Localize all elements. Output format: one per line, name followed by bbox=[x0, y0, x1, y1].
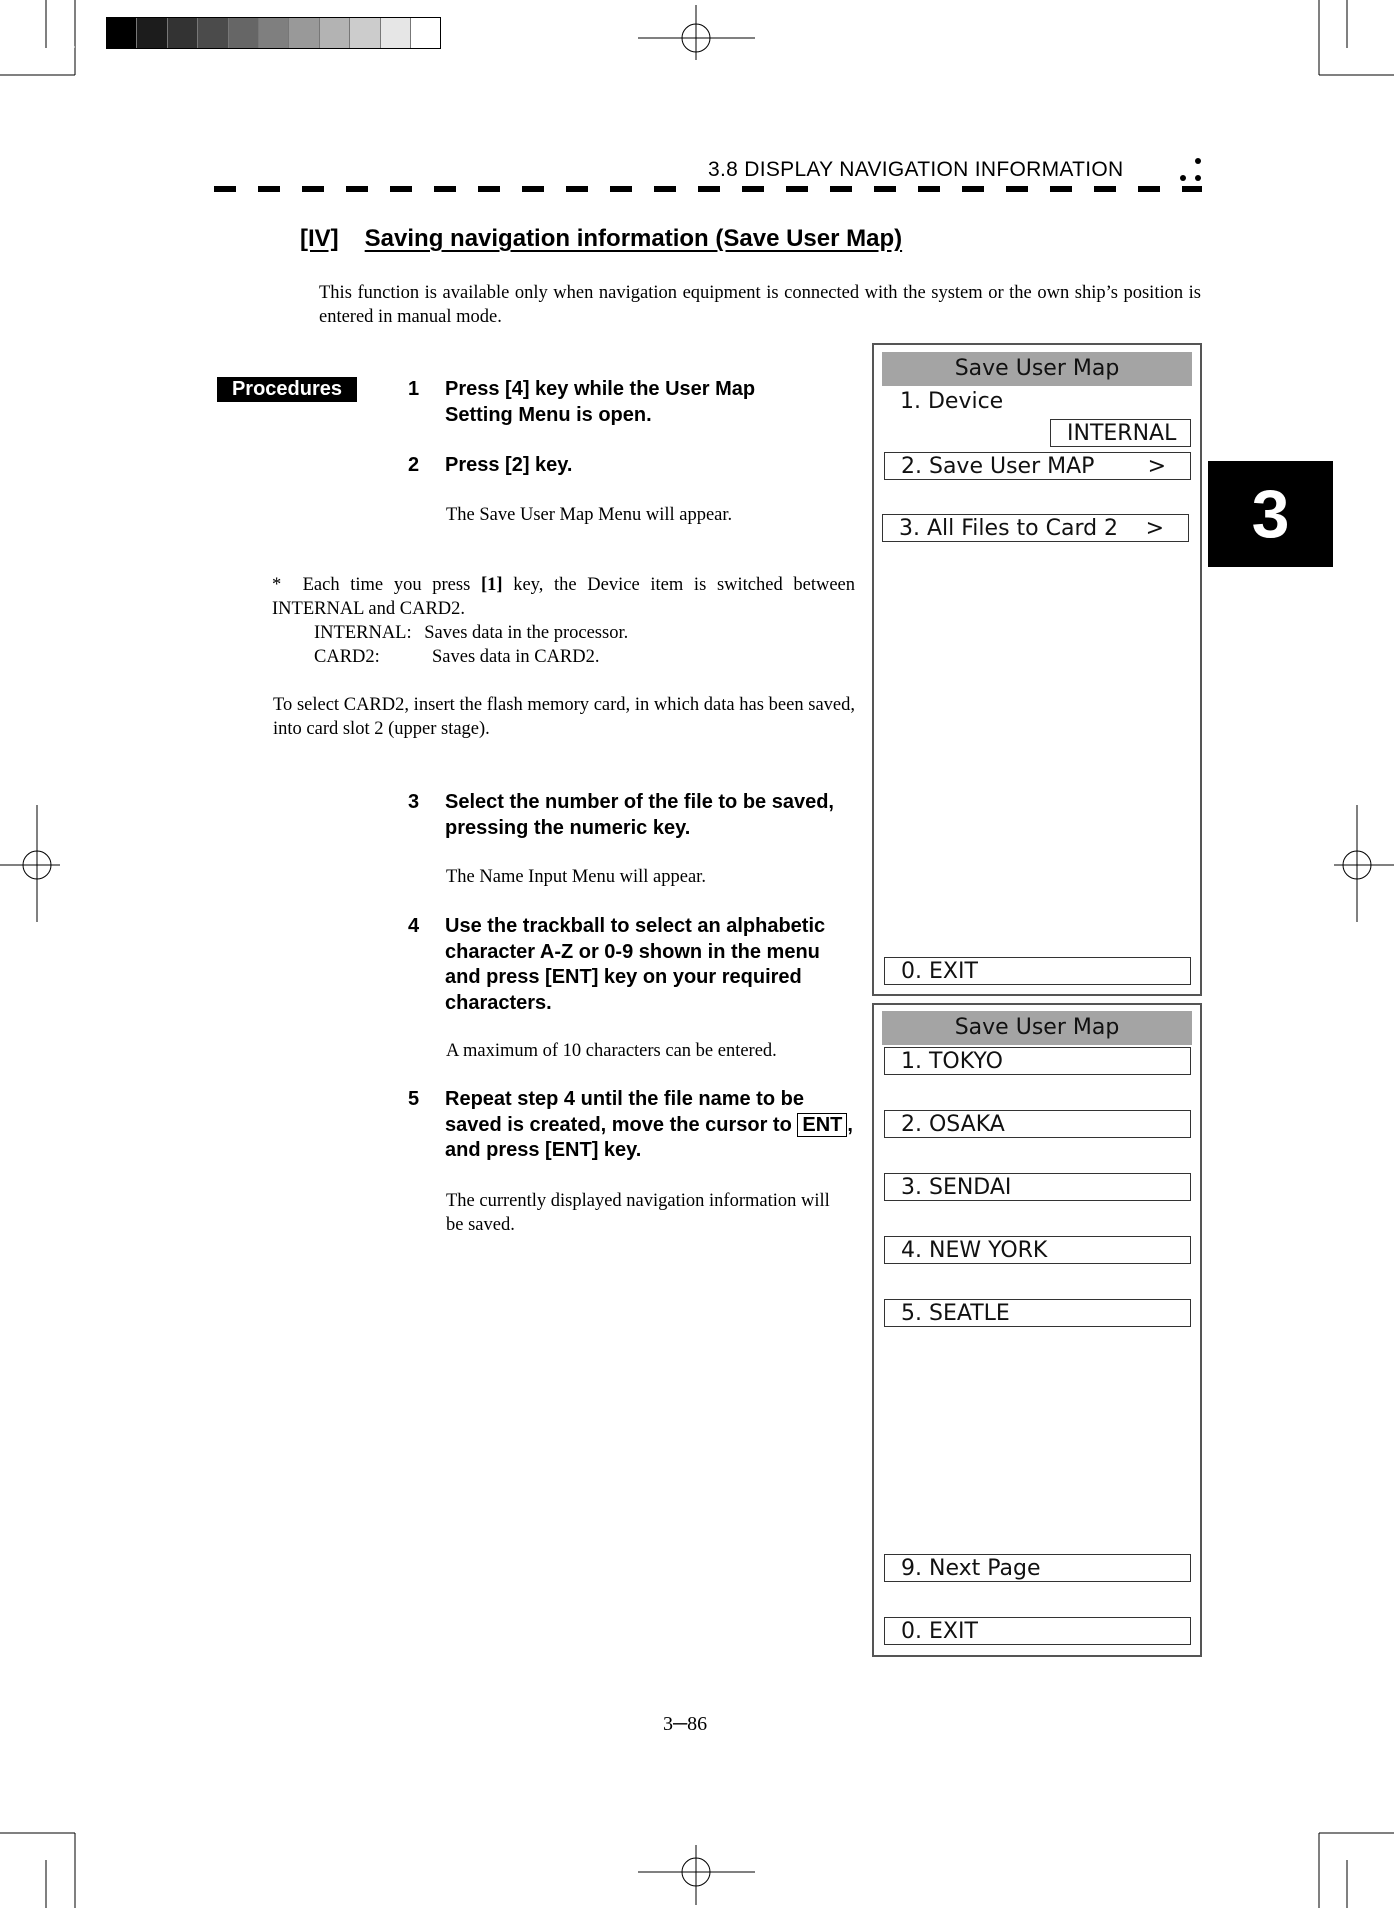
device-note-pre: Each time you press bbox=[302, 575, 471, 595]
card2-desc: Saves data in CARD2. bbox=[432, 647, 600, 667]
step-text bbox=[445, 1087, 855, 1164]
step-text: Press [4] key while the User Map Setting Menu is open. bbox=[445, 378, 756, 426]
card-slot-note: To select CARD2, insert the flash memory card, in which data has been saved, into card slot 2 (upper stage). bbox=[273, 695, 855, 739]
menu-title: Save User Map bbox=[882, 1011, 1192, 1045]
step-text: Press [2] key. bbox=[445, 454, 573, 476]
section-title bbox=[300, 225, 902, 253]
section-number: [IV] bbox=[300, 225, 339, 252]
device-item[interactable]: 1. Device bbox=[900, 389, 1004, 414]
card2-desc-row bbox=[314, 645, 600, 669]
file-item-4[interactable]: 4. NEW YORK bbox=[884, 1236, 1191, 1264]
save-user-map-menu bbox=[872, 343, 1202, 996]
file-item-5[interactable]: 5. SEATLE bbox=[884, 1299, 1191, 1327]
exit-item[interactable]: 0. EXIT bbox=[884, 957, 1191, 985]
save-user-map-item[interactable] bbox=[884, 452, 1191, 480]
exit-item[interactable]: 0. EXIT bbox=[884, 1617, 1191, 1645]
step-text: Use the trackball to select an alphabetic character A-Z or 0-9 shown in the menu and press [ENT] key on your required characters. bbox=[445, 915, 826, 1014]
save-user-map-label: 2. Save User MAP bbox=[901, 454, 1095, 479]
procedures-badge: Procedures bbox=[217, 377, 357, 402]
ent-key-label: ENT bbox=[797, 1113, 847, 1137]
step-3-note: The Name Input Menu will appear. bbox=[446, 867, 706, 887]
device-note-post: key, the Device item is switched between INTERNAL and CARD2. bbox=[272, 575, 856, 619]
grayscale-strip bbox=[106, 17, 441, 49]
chevron-right-icon: > bbox=[1145, 516, 1164, 541]
internal-desc: Saves data in the processor. bbox=[424, 623, 629, 643]
chevron-right-icon: > bbox=[1147, 454, 1166, 479]
step-number: 4 bbox=[408, 915, 420, 937]
step-number: 5 bbox=[408, 1088, 420, 1110]
step-5-text-after: , and press [ENT] key. bbox=[445, 1113, 853, 1161]
step-5-note: The currently displayed navigation information will be saved. bbox=[446, 1191, 830, 1235]
header-rule bbox=[214, 186, 1202, 192]
asterisk: * bbox=[272, 575, 282, 595]
page-number: 3─86 bbox=[663, 1713, 708, 1735]
save-user-map-file-menu bbox=[872, 1003, 1202, 1657]
all-files-to-card2-label: 3. All Files to Card 2 bbox=[899, 516, 1119, 541]
step-number: 2 bbox=[408, 454, 420, 476]
intro-paragraph: This function is available only when navigation equipment is connected with the system or the own ship’s position is entered in manual mode. bbox=[319, 283, 1201, 327]
step-number: 1 bbox=[408, 378, 420, 400]
file-item-3[interactable]: 3. SENDAI bbox=[884, 1173, 1191, 1201]
step-5-text-before: Repeat step 4 until the file name to be saved is created, move the cursor to bbox=[445, 1088, 804, 1136]
step-text: Select the number of the file to be saved, pressing the numeric key. bbox=[445, 791, 834, 839]
section-title-text: Saving navigation information (Save User Map) bbox=[364, 225, 903, 252]
file-item-1[interactable]: 1. TOKYO bbox=[884, 1047, 1191, 1075]
menu-title: Save User Map bbox=[882, 352, 1192, 386]
internal-label: INTERNAL: bbox=[314, 623, 412, 643]
running-header: 3.8 DISPLAY NAVIGATION INFORMATION bbox=[708, 158, 1124, 181]
card2-label: CARD2: bbox=[314, 647, 380, 667]
all-files-to-card2-item[interactable] bbox=[882, 514, 1189, 542]
next-page-item[interactable]: 9. Next Page bbox=[884, 1554, 1191, 1582]
device-note-key: [1] bbox=[480, 575, 503, 595]
device-value[interactable]: INTERNAL bbox=[1050, 419, 1191, 447]
header-dots-icon bbox=[1178, 156, 1204, 186]
chapter-tab: 3 bbox=[1208, 461, 1333, 567]
step-4-note: A maximum of 10 characters can be entered. bbox=[446, 1041, 777, 1061]
step-2-note: The Save User Map Menu will appear. bbox=[446, 505, 733, 525]
file-item-2[interactable]: 2. OSAKA bbox=[884, 1110, 1191, 1138]
device-note bbox=[272, 573, 855, 621]
step-number: 3 bbox=[408, 791, 420, 813]
internal-desc-row bbox=[314, 621, 628, 645]
